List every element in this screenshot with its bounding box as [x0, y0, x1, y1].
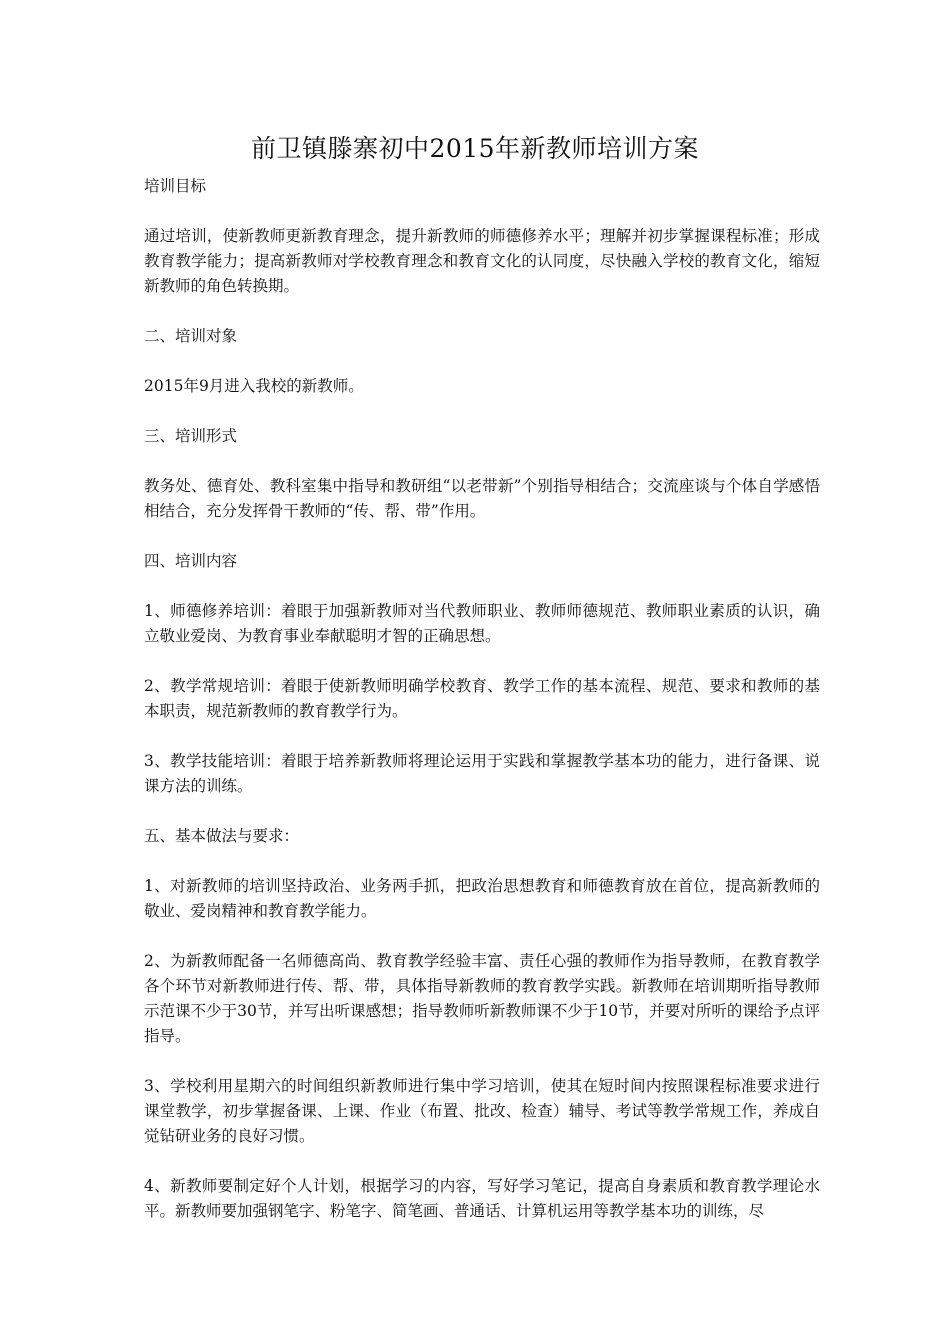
paragraph-method-item-1: 1、对新教师的培训坚持政治、业务两手抓，把政治思想教育和师德教育放在首位，提高新教师的敬业、爱岗精神和教育教学能力。 [144, 877, 820, 920]
document-title: 前卫镇滕寨初中2015年新教师培训方案 [250, 134, 700, 163]
paragraph-training-target: 2015年9月进入我校的新教师。 [144, 377, 364, 395]
paragraph-content-item-1: 1、师德修养培训：着眼于加强新教师对当代教师职业、教师师德规范、教师职业素质的认识，确立敬业爱岗、为教育事业奉献聪明才智的正确思想。 [144, 602, 820, 645]
section-heading-training-content: 四、培训内容 [144, 552, 238, 570]
section-heading-training-target: 二、培训对象 [144, 327, 238, 345]
paragraph-training-goal: 通过培训，使新教师更新教育理念，提升新教师的师德修养水平；理解并初步掌握课程标准；形成教育教学能力；提高新教师对学校教育理念和教育文化的认同度，尽快融入学校的教育文化，缩短新教师的角色转换期。 [144, 227, 820, 295]
paragraph-method-item-4: 4、新教师要制定好个人计划，根据学习的内容，写好学习笔记，提高自身素质和教育教学理论水平。新教师要加强钢笔字、粉笔字、简笔画、普通话、计算机运用等教学基本功的训练，尽 [144, 1177, 820, 1220]
section-heading-training-goal: 培训目标 [144, 177, 207, 195]
section-heading-methods: 五、基本做法与要求： [144, 827, 300, 845]
paragraph-method-item-2: 2、为新教师配备一名师德高尚、教育教学经验丰富、责任心强的教师作为指导教师，在教育教学各个环节对新教师进行传、帮、带，具体指导新教师的教育教学实践。新教师在培训期听指导教师示范课不少于30节，并写出听课感想；指导教师听新教师课不少于10节，并要对所听的课给予点评指导。 [144, 952, 820, 1045]
paragraph-content-item-3: 3、教学技能培训：着眼于培养新教师将理论运用于实践和掌握教学基本功的能力，进行备课、说课方法的训练。 [144, 752, 820, 795]
paragraph-training-form: 教务处、德育处、教科室集中指导和教研组“以老带新”个别指导相结合；交流座谈与个体自学感悟相结合，充分发挥骨干教师的“传、帮、带”作用。 [144, 477, 820, 520]
paragraph-method-item-3: 3、学校利用星期六的时间组织新教师进行集中学习培训，使其在短时间内按照课程标准要求进行课堂教学，初步掌握备课、上课、作业（布置、批改、检查）辅导、考试等教学常规工作，养成自觉钻研业务的良好习惯。 [144, 1077, 820, 1145]
paragraph-content-item-2: 2、教学常规培训：着眼于使新教师明确学校教育、教学工作的基本流程、规范、要求和教师的基本职责，规范新教师的教育教学行为。 [144, 677, 820, 720]
document-body [144, 174, 820, 1224]
section-heading-training-form: 三、培训形式 [144, 427, 238, 445]
